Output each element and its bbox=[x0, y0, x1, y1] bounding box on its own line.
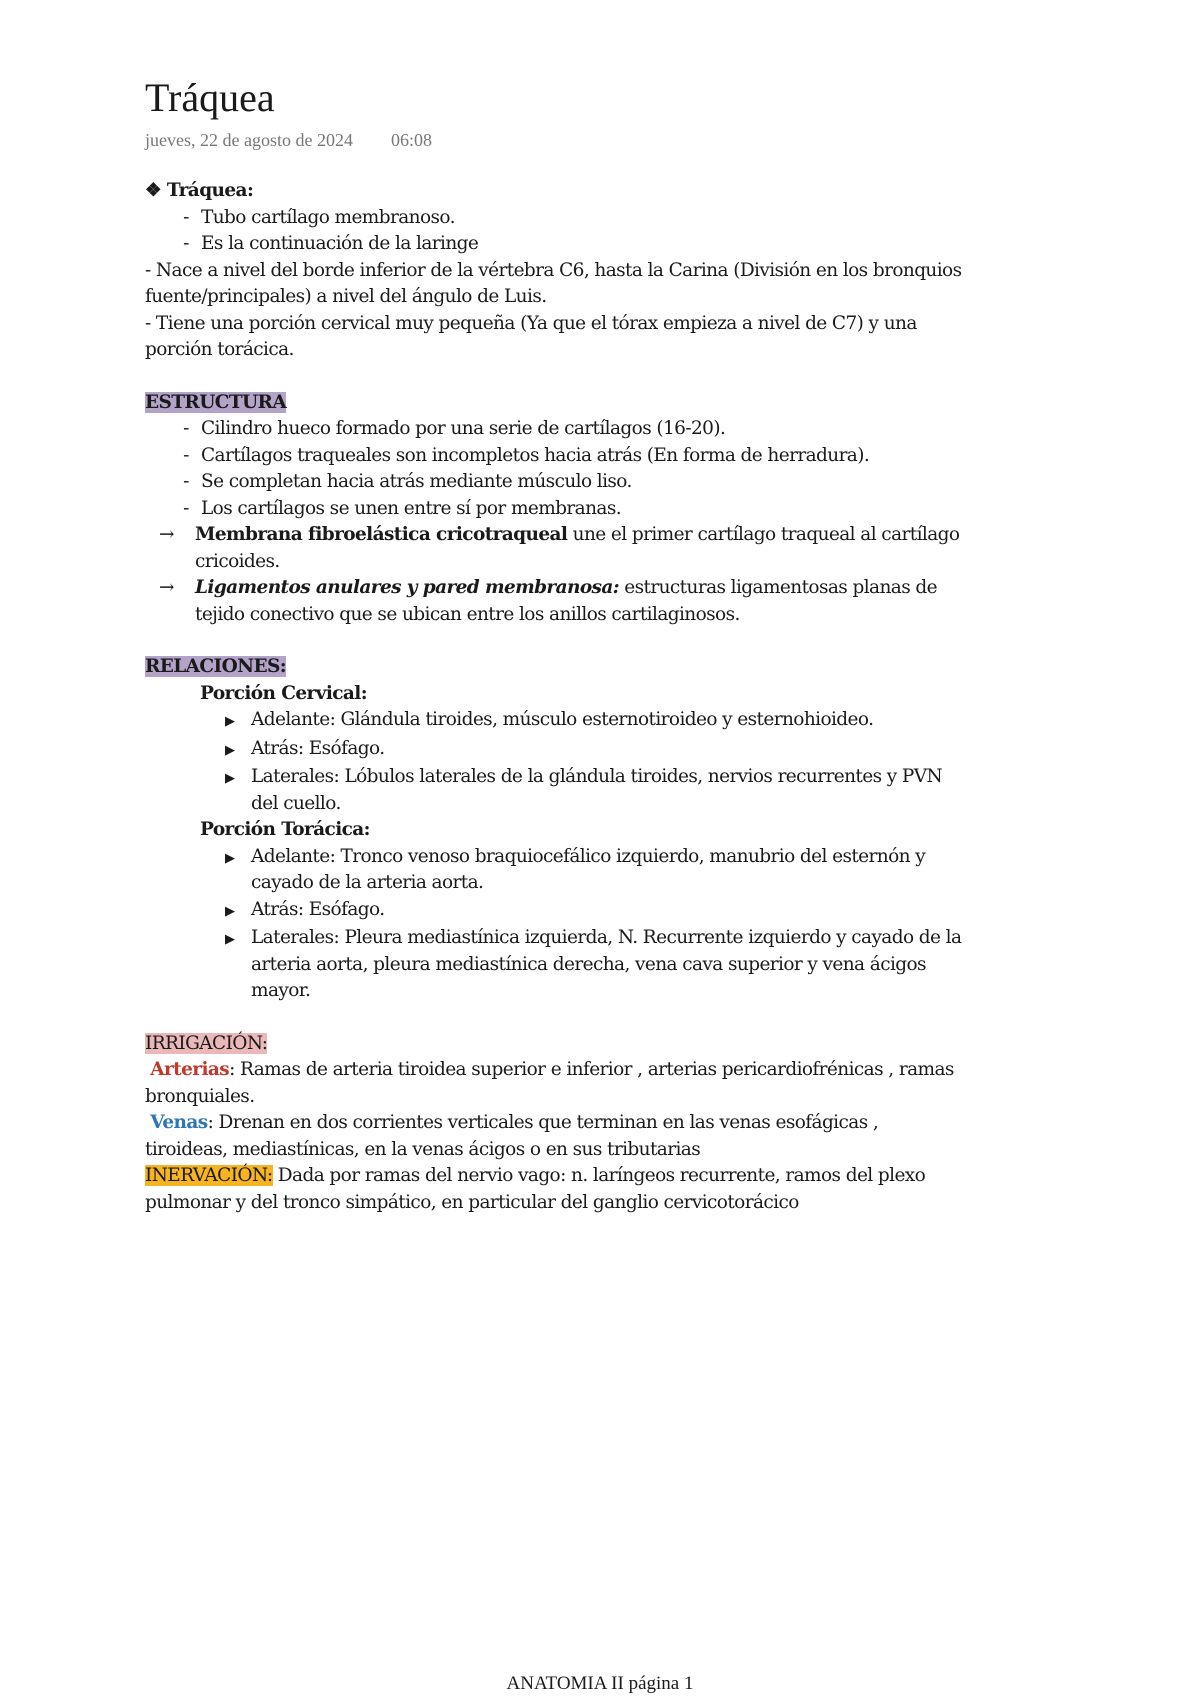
traquea-section bbox=[145, 178, 965, 1216]
arterias-paragraph: Arterias: Ramas de arteria tiroidea superior e inferior , arterias pericardiofrénicas , ramas bronquiales. bbox=[145, 1059, 954, 1107]
list-item: ▶ Atrás: Esófago. bbox=[145, 736, 965, 765]
toracica-heading: Porción Torácica: bbox=[200, 819, 370, 840]
page-footer: ANATOMIA II página 1 bbox=[506, 1673, 694, 1694]
note-page bbox=[145, 70, 965, 1216]
inervacion-paragraph: INERVACIÓN: Dada por ramas del nervio vago: n. laríngeos recurrente, ramos del plexo pulmonar y del tronco simpático, en particular del ganglio cervicotorácico bbox=[145, 1165, 926, 1213]
traquea-heading bbox=[145, 178, 965, 205]
traquea-heading-text: Tráquea: bbox=[166, 180, 254, 201]
list-item: - Cartílagos traqueales son incompletos hacia atrás (En forma de herradura). bbox=[183, 444, 870, 466]
cervical-heading: Porción Cervical: bbox=[200, 682, 367, 704]
page-date: jueves, 22 de agosto de 2024 bbox=[145, 130, 353, 150]
arrow-right-icon: → bbox=[159, 577, 174, 598]
list-item: ▶ Atrás: Esófago. bbox=[145, 897, 965, 926]
page-title: Tráquea bbox=[145, 75, 275, 120]
list-item: ▶ Adelante: Glándula tiroides, músculo esternotiroideo y esternohioideo. bbox=[145, 707, 965, 736]
arrow-item: → Membrana fibroelástica cricotraqueal une el primer cartílago traqueal al cartílago cricoides. bbox=[145, 522, 965, 575]
triangle-bullet-icon: ▶ bbox=[225, 742, 235, 758]
triangle-bullet-icon: ▶ bbox=[225, 714, 235, 729]
triangle-bullet-icon: ▶ bbox=[225, 903, 235, 919]
relaciones-heading: RELACIONES: bbox=[145, 656, 286, 677]
page-time: 06:08 bbox=[390, 130, 432, 150]
arrow-right-icon: → bbox=[159, 524, 174, 545]
traquea-paragraph: - Nace a nivel del borde inferior de la vértebra C6, hasta la Carina (División en los bronquios fuente/principales) a nivel del ángulo de Luis. bbox=[145, 259, 962, 307]
list-item: - Tubo cartílago membranoso. bbox=[183, 206, 455, 228]
venas-paragraph: Venas: Drenan en dos corrientes verticales que terminan en las venas esofágicas , tiroideas, mediastínicas, en la venas ácigos o en sus tributarias bbox=[145, 1112, 879, 1160]
list-item: ▶ Laterales: Pleura mediastínica izquierda, N. Recurrente izquierdo y cayado de la arteria aorta, pleura mediastínica derecha, vena cava superior y vena ácigos mayor. bbox=[145, 925, 965, 1005]
irrigacion-heading: IRRIGACIÓN: bbox=[145, 1032, 268, 1054]
list-item: - Es la continuación de la laringe bbox=[183, 233, 479, 254]
list-item: ▶ Laterales: Lóbulos laterales de la glándula tiroides, nervios recurrentes y PVN del cuello. bbox=[145, 764, 965, 817]
list-item: ▶ Adelante: Tronco venoso braquiocefálico izquierdo, manubrio del esternón y cayado de la arteria aorta. bbox=[145, 844, 965, 897]
triangle-bullet-icon: ▶ bbox=[225, 771, 235, 786]
diamond-bullet-icon: ❖ bbox=[145, 180, 161, 201]
arrow-item: → Ligamentos anulares y pared membranosa: estructuras ligamentosas planas de tejido conectivo que se ubican entre los anillos cartilaginosos. bbox=[145, 575, 965, 628]
page-meta bbox=[145, 130, 965, 158]
traquea-paragraph: - Tiene una porción cervical muy pequeña (Ya que el tórax empieza a nivel de C7) y una porción torácica. bbox=[145, 312, 917, 360]
triangle-bullet-icon: ▶ bbox=[225, 850, 235, 866]
list-item: - Los cartílagos se unen entre sí por membranas. bbox=[183, 497, 622, 519]
triangle-bullet-icon: ▶ bbox=[225, 932, 235, 947]
list-item: - Se completan hacia atrás mediante músculo liso. bbox=[183, 471, 632, 492]
list-item: - Cilindro hueco formado por una serie de cartílagos (16-20). bbox=[183, 418, 726, 439]
estructura-heading: ESTRUCTURA bbox=[145, 391, 287, 413]
